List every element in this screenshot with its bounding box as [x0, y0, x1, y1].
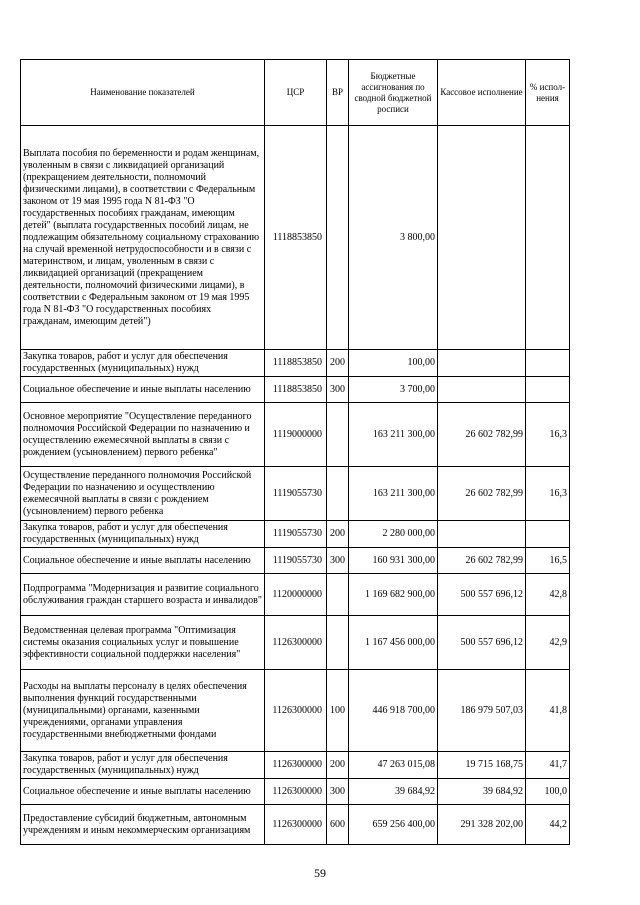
table-row — [21, 126, 570, 350]
table-row — [21, 574, 570, 616]
row-cash: 26 602 782,99 — [438, 548, 526, 574]
row-csr: 1126300000 — [265, 752, 327, 779]
row-name: Выплата пособия по беременности и родам женщинам, уволенным в связи с ликвидацией организаций (прекращением деятельности, полномочий физическими лицами), в соответствии с Федеральным законом от 19 мая 1995 года N 81-ФЗ "О государственных пособиях гражданам, имеющим детей" (выплата государственных пособий лицам, не подлежащим обязательному социальному страхованию на случай временной нетрудоспособности и в связи с материнством, и лицам, уволенным в связи с ликвидацией организаций (прекращением деятельности, полномочий физическими лицами), в соответствии с Федеральным законом от 19 мая 1995 года N 81-ФЗ "О государственных пособиях гражданам, имеющим детей") — [21, 126, 265, 350]
row-vr: 100 — [327, 670, 349, 752]
table-row — [21, 403, 570, 467]
row-vr — [327, 616, 349, 670]
row-budget: 100,00 — [349, 350, 438, 377]
row-csr: 1119055730 — [265, 521, 327, 548]
row-cash — [438, 521, 526, 548]
row-csr: 1118853850 — [265, 126, 327, 350]
table-row — [21, 548, 570, 574]
row-name: Ведомственная целевая программа "Оптимизация системы оказания социальных услуг и повышение эффективности социальной поддержки населения" — [21, 616, 265, 670]
row-csr: 1126300000 — [265, 670, 327, 752]
row-budget: 1 169 682 900,00 — [349, 574, 438, 616]
row-cash — [438, 377, 526, 403]
row-percent: 16,3 — [526, 467, 570, 521]
row-budget: 160 931 300,00 — [349, 548, 438, 574]
row-budget: 163 211 300,00 — [349, 467, 438, 521]
row-budget: 47 263 015,08 — [349, 752, 438, 779]
row-cash: 19 715 168,75 — [438, 752, 526, 779]
page-number: 59 — [314, 866, 326, 880]
row-cash: 186 979 507,03 — [438, 670, 526, 752]
row-name: Социальное обеспечение и иные выплаты населению — [21, 548, 265, 574]
row-percent: 16,5 — [526, 548, 570, 574]
table-row — [21, 670, 570, 752]
row-percent — [526, 521, 570, 548]
row-vr: 200 — [327, 350, 349, 377]
row-budget: 3 800,00 — [349, 126, 438, 350]
header-vr: ВР — [327, 60, 349, 126]
row-cash: 500 557 696,12 — [438, 574, 526, 616]
table-row — [21, 350, 570, 377]
row-percent: 41,7 — [526, 752, 570, 779]
row-percent: 42,8 — [526, 574, 570, 616]
row-cash — [438, 126, 526, 350]
row-name: Закупка товаров, работ и услуг для обеспечения государственных (муниципальных) нужд — [21, 752, 265, 779]
row-vr: 300 — [327, 779, 349, 805]
row-name: Подпрограмма "Модернизация и развитие социального обслуживания граждан старшего возраста и инвалидов" — [21, 574, 265, 616]
row-csr: 1119055730 — [265, 548, 327, 574]
row-csr: 1118853850 — [265, 350, 327, 377]
table-row — [21, 805, 570, 845]
row-name: Закупка товаров, работ и услуг для обеспечения государственных (муниципальных) нужд — [21, 521, 265, 548]
row-percent: 16,3 — [526, 403, 570, 467]
header-cash: Кассовое исполнение — [438, 60, 526, 126]
row-budget: 3 700,00 — [349, 377, 438, 403]
row-vr: 300 — [327, 377, 349, 403]
header-csr: ЦСР — [265, 60, 327, 126]
row-budget: 1 167 456 000,00 — [349, 616, 438, 670]
row-percent: 41,8 — [526, 670, 570, 752]
row-cash: 26 602 782,99 — [438, 467, 526, 521]
row-cash: 291 328 202,00 — [438, 805, 526, 845]
row-budget: 659 256 400,00 — [349, 805, 438, 845]
row-name: Социальное обеспечение и иные выплаты населению — [21, 779, 265, 805]
row-csr: 1120000000 — [265, 574, 327, 616]
row-name: Расходы на выплаты персоналу в целях обеспечения выполнения функций государственными (муниципальными) органами, казенными учреждениями, органами управления государственными внебюджетными фондами — [21, 670, 265, 752]
row-name: Закупка товаров, работ и услуг для обеспечения государственных (муниципальных) нужд — [21, 350, 265, 377]
row-percent — [526, 377, 570, 403]
row-cash: 39 684,92 — [438, 779, 526, 805]
row-csr: 1126300000 — [265, 779, 327, 805]
table-row — [21, 752, 570, 779]
row-vr — [327, 467, 349, 521]
row-vr: 200 — [327, 752, 349, 779]
budget-table — [20, 59, 570, 845]
row-name: Социальное обеспечение и иные выплаты населению — [21, 377, 265, 403]
row-vr — [327, 574, 349, 616]
table-row — [21, 521, 570, 548]
row-vr: 200 — [327, 521, 349, 548]
row-budget: 163 211 300,00 — [349, 403, 438, 467]
table-header-row — [21, 60, 570, 126]
row-budget: 39 684,92 — [349, 779, 438, 805]
row-csr: 1119055730 — [265, 467, 327, 521]
table-row — [21, 779, 570, 805]
row-budget: 446 918 700,00 — [349, 670, 438, 752]
row-csr: 1119000000 — [265, 403, 327, 467]
table-row — [21, 377, 570, 403]
header-name: Наименование показателей — [21, 60, 265, 126]
header-budget: Бюджетные ассигнования по сводной бюджетной росписи — [349, 60, 438, 126]
row-vr: 300 — [327, 548, 349, 574]
row-vr — [327, 403, 349, 467]
row-csr: 1126300000 — [265, 805, 327, 845]
header-percent: % испол-нения — [526, 60, 570, 126]
row-cash: 500 557 696,12 — [438, 616, 526, 670]
row-name: Предоставление субсидий бюджетным, автономным учреждениям и иным некоммерческим организациям — [21, 805, 265, 845]
row-vr: 600 — [327, 805, 349, 845]
row-name: Осуществление переданного полномочия Российской Федерации по назначению и осуществлению ежемесячной выплаты в связи с рождением (усыновлением) первого ребенка — [21, 467, 265, 521]
row-vr — [327, 126, 349, 350]
row-percent — [526, 126, 570, 350]
row-percent: 100,0 — [526, 779, 570, 805]
row-percent — [526, 350, 570, 377]
row-csr: 1118853850 — [265, 377, 327, 403]
row-csr: 1126300000 — [265, 616, 327, 670]
row-percent: 42,9 — [526, 616, 570, 670]
row-cash — [438, 350, 526, 377]
row-percent: 44,2 — [526, 805, 570, 845]
row-name: Основное мероприятие "Осуществление переданного полномочия Российской Федерации по назначению и осуществлению ежемесячной выплаты в связи с рождением (усыновлением) первого ребенка" — [21, 403, 265, 467]
table-row — [21, 467, 570, 521]
table-row — [21, 616, 570, 670]
row-budget: 2 280 000,00 — [349, 521, 438, 548]
row-cash: 26 602 782,99 — [438, 403, 526, 467]
